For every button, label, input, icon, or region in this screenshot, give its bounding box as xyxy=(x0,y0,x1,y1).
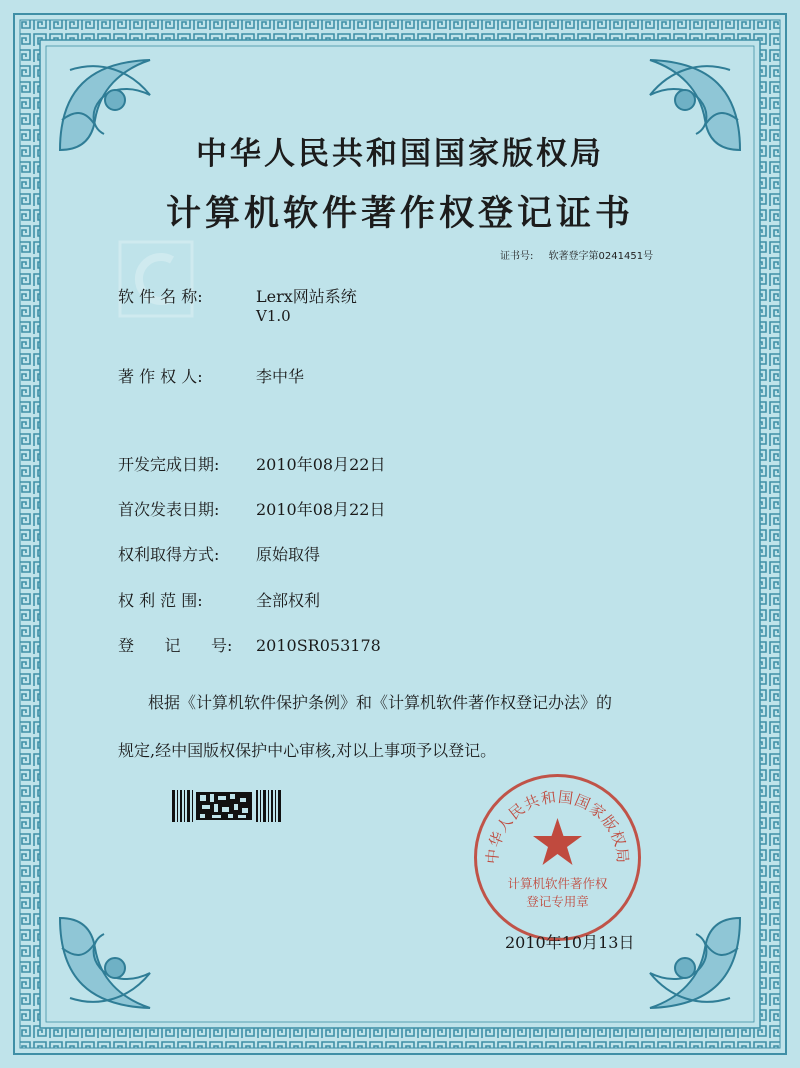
certificate-number xyxy=(500,247,653,262)
pub-date-value: 2010年08月22日 xyxy=(256,500,386,519)
issuer-title: 中华人民共和国国家版权局 xyxy=(196,136,604,172)
dev-date-label: 开发完成日期: xyxy=(118,455,220,474)
acquire-value: 原始取得 xyxy=(256,545,321,564)
field-registration-number xyxy=(118,633,381,656)
statement-line-2: 规定,经中国版权保护中心审核,对以上事项予以登记。 xyxy=(118,741,497,760)
software-version: V1.0 xyxy=(256,307,291,325)
certificate-number-value: 软著登字第0241451号 xyxy=(548,251,654,262)
seal-ring-text: 中华人民共和国国家版权局 xyxy=(483,787,632,865)
barcode xyxy=(172,790,282,822)
scope-label: 权 利 范 围: xyxy=(118,591,203,610)
field-owner xyxy=(118,364,304,387)
acquire-label: 权利取得方式: xyxy=(118,545,220,564)
seal-star-icon xyxy=(533,818,582,865)
certificate-title: 计算机软件著作权登记证书 xyxy=(165,193,634,234)
owner-label: 著 作 权 人: xyxy=(118,367,203,386)
regno-label: 登 记 号: xyxy=(118,636,233,655)
pub-date-label: 首次发表日期: xyxy=(118,500,220,519)
seal-inner-line-1: 计算机软件著作权 xyxy=(507,876,608,891)
software-name-value: Lerx网站系统 xyxy=(256,287,357,306)
issue-date: 2010年10月13日 xyxy=(505,933,635,952)
regno-value: 2010SR053178 xyxy=(256,636,381,655)
software-name-label: 软 件 名 称: xyxy=(118,287,203,306)
scope-value: 全部权利 xyxy=(256,591,321,610)
statement-line-1: 根据《计算机软件保护条例》和《计算机软件著作权登记办法》的 xyxy=(148,693,613,712)
field-pub-date xyxy=(118,497,385,520)
field-acquire-method xyxy=(118,542,320,565)
field-dev-date xyxy=(118,452,385,475)
field-scope xyxy=(118,588,320,611)
field-software-name xyxy=(118,284,357,307)
dev-date-value: 2010年08月22日 xyxy=(256,455,386,474)
owner-value: 李中华 xyxy=(256,367,305,386)
certificate-number-label: 证书号: xyxy=(500,251,534,262)
official-seal xyxy=(470,770,645,945)
seal-inner-line-2: 登记专用章 xyxy=(526,894,589,909)
